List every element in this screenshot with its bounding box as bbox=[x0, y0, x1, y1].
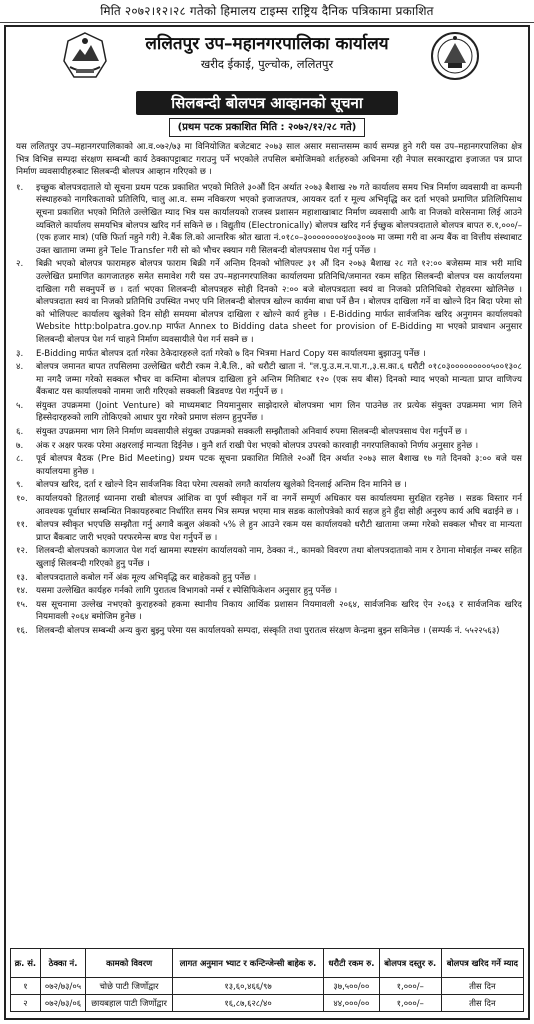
condition-text: पूर्व बोलपत्र बैठक (Pre Bid Meeting) प्रथम पटक सूचना प्रकाशित मितिले २०औं दिन अर्थात २०७३ साल बैशाख १७ गते दिनको ३:०० बजे यस कार्यालयमा हुनेछ । bbox=[36, 454, 522, 477]
condition-text: कार्यालयको हितलाई ध्यानमा राखी बोलपत्र आंशिक वा पूर्ण स्वीकृत गर्ने वा नगर्ने सम्पूर्ण अधिकार यस कार्यालयमा सुरक्षित रहनेछ । सडक विस्तार गर्न आवश्यक पूर्वाधार सम्बन्धित निकायहरुबाट निर्धारित समय भित्र सम्पन्न भएमा मात्र सडक कालोपत्रेको कार्य सहज हुने हुँदा सोही अनुरुप कार्य अघि बढाईने छ । bbox=[36, 494, 522, 517]
condition-text: शिलबन्दी बोलपत्रको कागजात पेश गर्दा खाममा स्पष्टसंग कार्यालयको नाम, ठेक्का नं., कामको विवरण तथा बोलपत्रदाताको नाम र ठेगाना मोबाईल नम्बर सहित खुलाई सिलबन्दी गरिएको हुनु पर्नेछ । bbox=[36, 546, 522, 569]
table-cell: १६,८७,६२८/४० bbox=[173, 995, 324, 1012]
condition-number: ११. bbox=[16, 520, 28, 531]
condition-text: बोलपत्रदाताले कबोल गर्ने अंक मूल्य अभिवृद्धि कर बाहेकको हुनु पर्नेछ । bbox=[36, 572, 257, 583]
condition-item bbox=[16, 182, 522, 258]
table-cell: २ bbox=[11, 995, 41, 1012]
org-name: ललितपुर उप–महानगरपालिका कार्यालय bbox=[145, 34, 389, 54]
condition-number: १२. bbox=[16, 546, 28, 557]
condition-text: बोलपत्र स्वीकृत भएपछि सम्झौता गर्नु अगावै कबुल अंकको ५% ले हुन आउने रकम यस कार्यालयको धरौटी खातामा जम्मा गरेको सक्कल भौचर वा मान्यता प्राप्त बैंकबाट जारी भएको परफरमेन्स बण्ड पेश गर्नुपर्ने छ । bbox=[36, 520, 522, 543]
intro-paragraph: यस ललितपुर उप–महानगरपालिकाको आ.व.०७२/७३ मा विनियोजित बजेटबाट २०७३ साल असार मसान्तसम्म कार्य सम्पन्न हुने गरी यस उप–महानगरपालिका क्षेत्र भित्र विभिन्न सम्पदा संरक्षण सम्बन्धी कार्य ठेक्कापट्टाबाट गराउनु पर्ने भएकोले तपसिल बमोजिमको शर्तहरुको अधिनमा रही नेपाल सरकारद्वारा इजाजत पत्र प्राप्त निर्माण व्यवसायीहरुबाट सिलबन्दी बोलपत्र आव्हान गरिएको छ । bbox=[16, 142, 522, 178]
condition-number: ४. bbox=[16, 362, 24, 373]
notice-header bbox=[6, 27, 528, 87]
table-cell: १३,६०,४६६/९७ bbox=[173, 978, 324, 995]
table-row bbox=[11, 995, 524, 1012]
condition-number: १०. bbox=[16, 494, 28, 505]
condition-number: १६. bbox=[16, 625, 28, 636]
table-cell: १,०००/– bbox=[379, 978, 441, 995]
column-header: बोलपत्र दस्तुर रु. bbox=[379, 949, 441, 978]
condition-number: १३. bbox=[16, 572, 28, 583]
column-header: ठेक्का नं. bbox=[40, 949, 85, 978]
condition-item bbox=[16, 426, 522, 439]
condition-text: बोलपत्र खरिद, दर्ता र खोल्ने दिन सार्वजनिक विदा परेमा त्यसको लगतै कार्यालय खुलेको दिनलाई अन्तिम दिन मानिने छ । bbox=[36, 480, 407, 491]
table-cell: ४४,०००/०० bbox=[324, 995, 380, 1012]
condition-number: ३. bbox=[16, 348, 24, 359]
table-row bbox=[11, 978, 524, 995]
condition-item bbox=[16, 258, 522, 346]
org-subtitle: खरीद ईकाई, पुल्चोक, ललितपुर bbox=[200, 57, 334, 71]
condition-text: बिक्री भएको बोलपत्र फारामहरु बोलपत्र फाराम बिक्री गर्ने अन्तिम दिनको भोलिपल्ट ३१ औं दिन २०७३ बैशाख २८ गते १२:०० बजेसम्म मात्र भरी माथि उल्लेखित प्रमाणित कागजातहरु समेत समावेश गरी यस उप–महानगरपालिका कार्यालयमा प्रतिनिधि/जमानत रकम सहित सिलबन्दी बोलपत्र यस कार्यालयमा दाखिला गरी सक्नुपर्ने छ । दर्ता भएका शिलबन्दी बोलपत्रहरु सोही दिनको २:०० बजे बोलपत्रदाता स्वयं वा निजको प्रतिनिधिको रोहवरमा खोलिनेछ । बोलपत्रदाता स्वयं वा निजको प्रतिनिधि उपस्थित नभए पनि शिलबन्दी बोलपत्र खोल्न कार्यमा बाधा पर्ने छैन । बोलपत्र दाखिला गर्ने वा खोल्ने दिन बिदा परेमा सो को भोलिपल्ट कार्यालय खुलेको दिन सोही समयमा बोलपत्र दाखिला र खोल्ने कार्य हुनेछ । E-Bidding मार्फत सार्वजनिक खरिद अनुगमन कार्यालयको Website http:bolpatra.gov.np मार्फत Annex to Bidding data sheet for provision of E-Bidding मा भएको प्रावधान अनुसार शिलबन्दी बोलपत्र पेश गर्न चाहने निर्माण व्यवसायीले पेश गर्न सक्ने छ । bbox=[36, 259, 522, 345]
table-header-row bbox=[11, 949, 524, 978]
condition-number: ८. bbox=[16, 454, 24, 465]
condition-text: इच्छुक बोलपत्रदाताले यो सूचना प्रथम पटक प्रकाशित भएको मितिले ३०औं दिन अर्थात २०७३ बैशाख २७ गते कार्यालय समय भित्र निर्माण व्यवसायी वा कम्पनी संस्थाहरुको नागरिकताको प्रतिलिपि, चालु आ.व. सम्म नविकरण भएको इजाजतपत्र, आयकर दर्ता र मूल्य अभिवृद्धि कर दर्ता भएको प्रमाणित प्रतिलिपिसाथ सूचना प्रकाशित भएको मितिले उल्लेखित म्याद भित्र यस कार्यालयको राजस्व प्रशासन महाशाखाबाट निर्माण व्यवसायी आफै वा निजको वारेसनामा लिई आउने व्यक्तिले कार्यालय समयभित्र बोलपत्र खरिद गर्न सकिने छ । विद्युतीय (Electronically) बोलपत्र खरिद गर्न ईच्छुक बोलपत्रदाताले बोलपत्र बापत रु.१,०००/– (एक हजार मात्र) (पछि फिर्ता नहुने गरी) ने.बैंक लि.को आन्तरिक श्रोत खाता नं.०१८०–३००००००००४००३००७ मा जम्मा गरी वा अन्य बैंक वा वित्तीय संस्थाबाट उक्त खातामा जम्मा हुने Tele Transfer गरी सो को भौचर स्क्यान गरी सिलबन्दी बोलपत्रसाथ पेश गर्नु पर्नेछ । bbox=[36, 182, 522, 256]
condition-item bbox=[16, 572, 522, 585]
notice-banner: सिलबन्दी बोलपत्र आव्हानको सूचना bbox=[136, 91, 398, 115]
condition-item bbox=[16, 519, 522, 544]
condition-text: अंक र अक्षर फरक परेमा अक्षरलाई मान्यता दिईनेछ । कुनै शर्त राखी पेश भएको बोलपत्र उपरको कारवाही नगरपालिकाको निर्णय अनुसार हुनेछ । bbox=[36, 440, 479, 451]
table-cell: १,०००/– bbox=[379, 995, 441, 1012]
column-header: लागत अनुमान भ्याट र कन्टिन्जेन्सी बाहेक रु. bbox=[173, 949, 324, 978]
condition-number: २. bbox=[16, 259, 24, 270]
condition-text: संयुक्त उपक्रममा (Joint Venture) को माध्यमबाट नियमानुसार साझेदारले बोलपत्रमा भाग लिन पाउनेछ तर प्रत्येक संयुक्त उपक्रममा भाग लिने हिस्सेदारहरुको लागि तोकिएको आधार पुरा गरेको प्रमाण संलग्न हुनुपर्नेछ । bbox=[36, 400, 522, 424]
conditions-list bbox=[16, 182, 522, 638]
condition-number: १५. bbox=[16, 599, 28, 610]
condition-number: १४. bbox=[16, 586, 28, 597]
condition-item bbox=[16, 348, 522, 361]
condition-text: शिलबन्दी बोलपत्र सम्बन्धी अन्य कुरा बुझ्नु परेमा यस कार्यालयको सम्पदा, संस्कृति तथा पुरातत्व संरक्षण केन्द्रमा बुझ्न सकिनेछ । (सम्पर्क नं. ५५२२५६३) bbox=[36, 625, 500, 636]
condition-item bbox=[16, 361, 522, 399]
condition-item bbox=[16, 479, 522, 492]
publication-date: (प्रथम पटक प्रकाशित मिति : २०७२/१२/२८ गते) bbox=[169, 118, 365, 137]
condition-item bbox=[16, 625, 522, 638]
municipality-seal-icon bbox=[430, 29, 480, 83]
table-cell: ०७२/७३/०६ bbox=[40, 995, 85, 1012]
table-body bbox=[11, 978, 524, 1012]
column-header: बोलपत्र खरिद गर्ने म्याद bbox=[441, 949, 523, 978]
condition-item bbox=[16, 545, 522, 570]
table-cell: तीस दिन bbox=[441, 978, 523, 995]
condition-item bbox=[16, 599, 522, 624]
table-cell: चोछे पाटी जिर्णोद्वार bbox=[86, 978, 173, 995]
column-header: धरौटी रकम रु. bbox=[324, 949, 380, 978]
condition-item bbox=[16, 493, 522, 518]
bids-table bbox=[10, 948, 524, 1012]
condition-number: ६. bbox=[16, 427, 24, 438]
table-cell: ०७२/७३/०५ bbox=[40, 978, 85, 995]
condition-text: संयुक्त उपक्रममा भाग लिने निर्माण व्यवसायीले संयुक्त उपक्रमको सक्कली सम्झौताको अनिवार्य रुपमा सिलबन्दी बोलपत्रसाथ पेश गर्नुपर्ने छ । bbox=[36, 427, 468, 438]
condition-text: यस सूचनामा उल्लेख नभएको कुराहरुको हकमा स्थानीय निकाय आर्थिक प्रशासन नियमावली २०६४, सार्वजनिक खरिद ऐन २०६३ र सार्वजनिक खरिद नियमावली २०६४ बमोजिम हुनेछ । bbox=[36, 599, 522, 623]
table-cell: ३७,५००/०० bbox=[324, 978, 380, 995]
condition-text: E-Bidding मार्फत बोलपत्र दर्ता गरेका ठेकेदारहरुले दर्ता गरेको ७ दिन भित्रमा Hard Copy यस कार्यालयमा बुझाउनु पर्नेछ । bbox=[36, 348, 426, 359]
publication-caption: मिति २०७२।१२।२८ गतेको हिमालय टाइम्स राष्ट्रिय दैनिक पत्रिकामा प्रकाशित bbox=[0, 0, 534, 23]
condition-item bbox=[16, 440, 522, 453]
condition-number: ९. bbox=[16, 480, 24, 491]
condition-item bbox=[16, 453, 522, 478]
condition-item bbox=[16, 400, 522, 425]
condition-number: ५. bbox=[16, 400, 24, 411]
condition-text: यसमा उल्लेखित कार्यहरु गर्नको लागि पुरातत्व विभागको नर्म्स र स्पेसिफिकेशन अनुसार हुनु पर्नेछ । bbox=[36, 586, 338, 597]
tender-notice bbox=[4, 25, 530, 1020]
condition-number: १. bbox=[16, 182, 24, 193]
column-header: क्र. सं. bbox=[11, 949, 41, 978]
condition-text: बोलपत्र जमानत बापत तपसिलमा उल्लेखित धरौटी रकम ने.बै.लि., को धरौटी खाता नं. "ल.पु.उ.म.न.पा.ग.,३.स.का.६ धरौटी ०१८०३०००००००००५००१३०८ मा नगदै जम्मा गरेको सक्कल भौचर वा कम्तिमा बोलपत्र दाखिला हुने अन्तिम मितिबाट १२० (एक सय बीस) दिनको म्याद भएको मान्यता प्राप्त वाणिज्य बैंकबाट यस कार्यालयको नाममा जारी गरिएको सक्कली बिडवण्ड पेश गर्नुपर्ने छ । bbox=[36, 362, 522, 398]
column-header: कामको विवरण bbox=[86, 949, 173, 978]
table-cell: तीस दिन bbox=[441, 995, 523, 1012]
condition-number: ७. bbox=[16, 440, 24, 451]
condition-item bbox=[16, 585, 522, 598]
table-cell: १ bbox=[11, 978, 41, 995]
table-cell: छायबहाल पाटी जिर्णोद्वार bbox=[86, 995, 173, 1012]
